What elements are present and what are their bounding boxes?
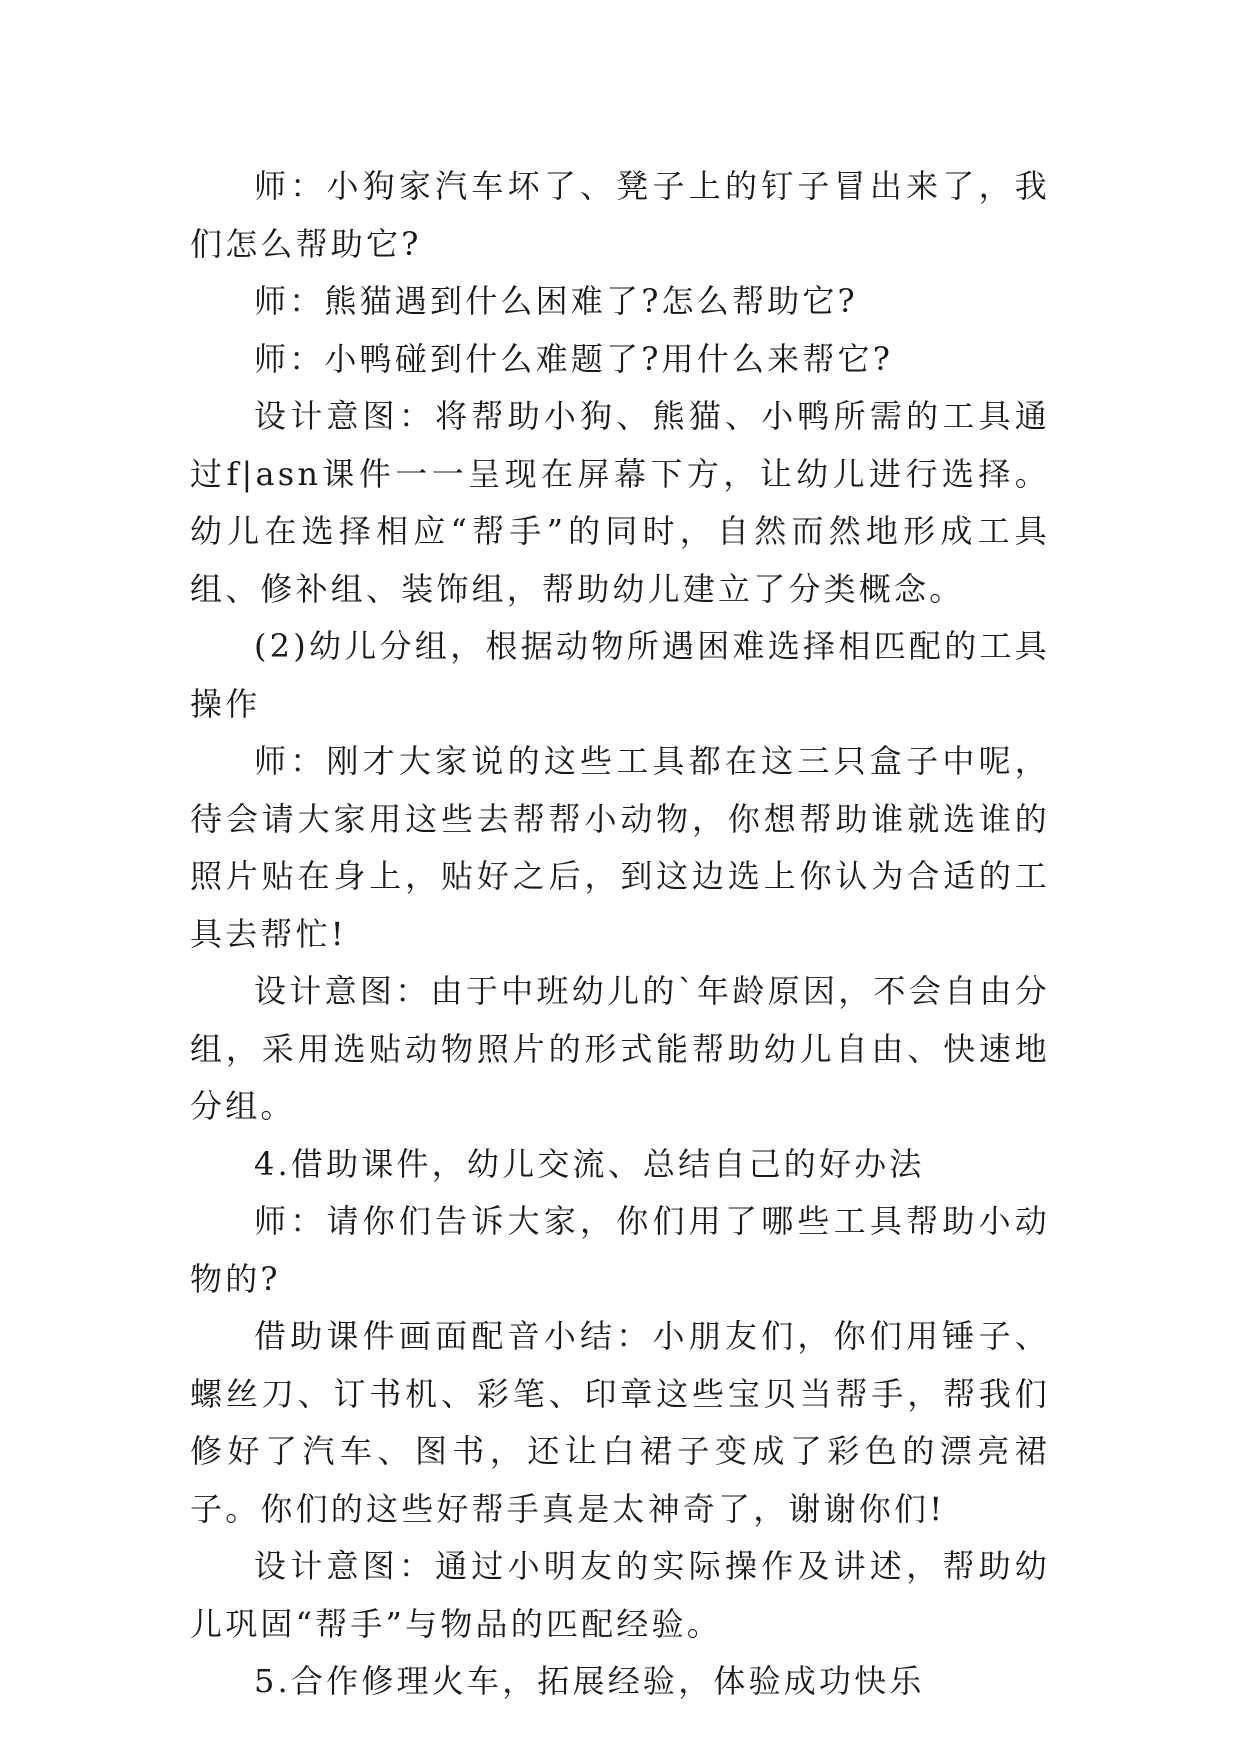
heading-step-5: 5.合作修理火车，拓展经验，体验成功快乐 <box>254 1662 925 1700</box>
paragraph-summary: 借助课件画面配音小结：小朋友们，你们用锤子、螺丝刀、订书机、彩笔、印章这些宝贝当帮手，帮我们修好了汽车、图书，还让白裙子变成了彩色的漂亮裙子。你们的这些好帮手真是太神奇了，谢谢你们! <box>190 1317 1050 1528</box>
heading-step-4: 4.借助课件，幼儿交流、总结自己的好办法 <box>254 1144 925 1183</box>
paragraph-duck-question: 师：小鸭碰到什么难题了?用什么来帮它? <box>254 339 894 378</box>
paragraph-design-intent-3: 设计意图：通过小明友的实际操作及讲述，帮助幼儿巩固“帮手”与物品的匹配经验。 <box>190 1547 1050 1643</box>
paragraph-teacher-tools: 师：刚才大家说的这些工具都在这三只盒子中呢，待会请大家用这些去帮帮小动物，你想帮助谁就选谁的照片贴在身上，贴好之后，到这边选上你认为合适的工具去帮忙! <box>190 742 1050 953</box>
paragraph-step-2-grouping: (2)幼儿分组，根据动物所遇困难选择相匹配的工具操作 <box>190 627 1050 723</box>
paragraph-teacher-ask: 师：请你们告诉大家，你们用了哪些工具帮助小动物的? <box>190 1202 1050 1298</box>
paragraph-panda-question: 师：熊猫遇到什么困难了?怎么帮助它? <box>254 282 858 320</box>
paragraph-design-intent-1: 设计意图：将帮助小狗、熊猫、小鸭所需的工具通过f|asn课件一一呈现在屏幕下方，让幼儿进行选择。幼儿在选择相应“帮手”的同时，自然而然地形成工具组、修补组、装饰组，帮助幼儿建立了分类概念。 <box>190 397 1050 608</box>
paragraph-dog-question: 师：小狗家汽车坏了、凳子上的钉子冒出来了，我们怎么帮助它? <box>190 167 1050 263</box>
paragraph-design-intent-2: 设计意图：由于中班幼儿的`年龄原因，不会自由分组，采用选贴动物照片的形式能帮助幼儿自由、快速地分组。 <box>190 972 1050 1125</box>
document-page <box>190 158 1050 1711</box>
